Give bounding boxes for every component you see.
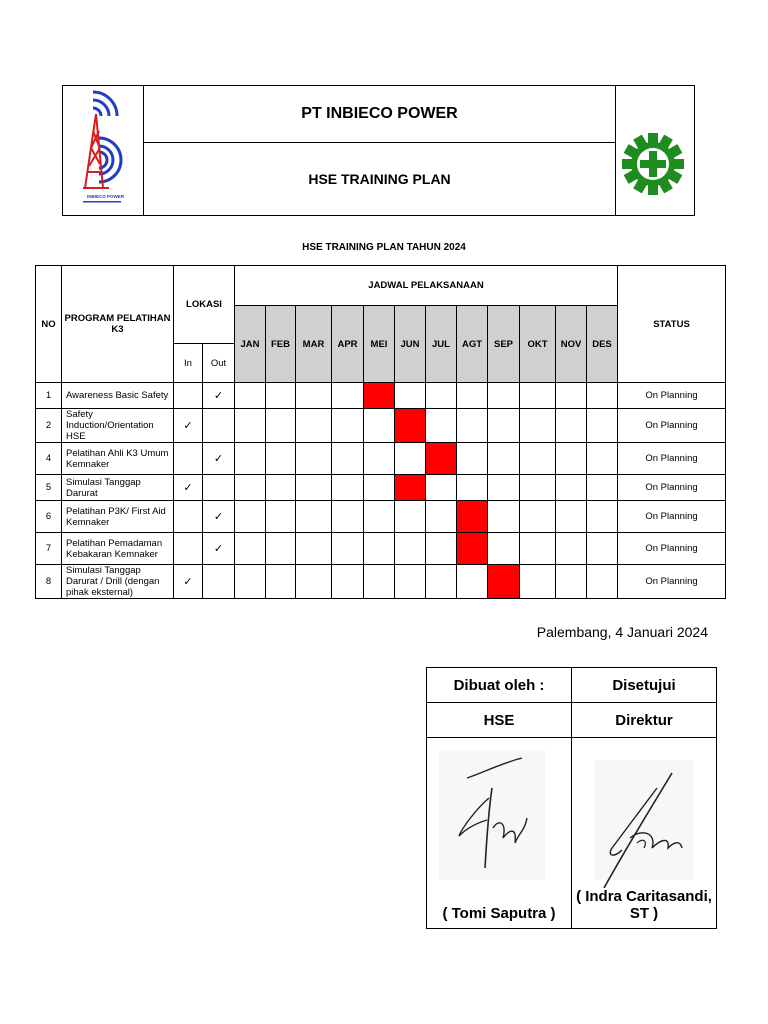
schedule-cell <box>457 409 488 443</box>
schedule-cell <box>332 533 364 565</box>
approved-by-signature-cell <box>572 738 717 929</box>
made-by-name: ( Tomi Saputra ) <box>442 905 556 922</box>
schedule-cell <box>556 533 587 565</box>
schedule-cell <box>235 409 266 443</box>
schedule-cell <box>235 501 266 533</box>
schedule-cell <box>488 501 520 533</box>
schedule-cell <box>520 565 556 599</box>
schedule-cell <box>332 501 364 533</box>
signature-direktur-image <box>582 748 702 888</box>
schedule-cell <box>266 409 296 443</box>
row-location-out <box>203 565 235 599</box>
schedule-cell <box>395 565 426 599</box>
month-header-mar: MAR <box>296 306 332 383</box>
schedule-cell <box>587 565 618 599</box>
company-logo-cell <box>63 86 144 215</box>
month-header-mei: MEI <box>364 306 395 383</box>
signature-table <box>426 667 717 929</box>
schedule-cell <box>235 383 266 409</box>
table-row <box>36 501 726 533</box>
table-row <box>36 443 726 475</box>
header-no: NO <box>36 266 62 383</box>
schedule-cell <box>364 475 395 501</box>
schedule-cell-active <box>426 443 457 475</box>
row-location-out <box>203 475 235 501</box>
schedule-cell <box>364 501 395 533</box>
schedule-cell <box>332 409 364 443</box>
schedule-cell <box>457 475 488 501</box>
schedule-cell <box>296 533 332 565</box>
document-title: HSE TRAINING PLAN <box>308 170 451 187</box>
row-program: Simulasi Tanggap Darurat <box>62 475 174 501</box>
row-status: On Planning <box>618 565 726 599</box>
month-header-feb: FEB <box>266 306 296 383</box>
approved-by-role: Direktur <box>572 703 717 738</box>
row-location-out: ✓ <box>203 443 235 475</box>
schedule-cell <box>520 383 556 409</box>
month-header-agt: AGT <box>457 306 488 383</box>
row-location-in <box>174 501 203 533</box>
schedule-cell <box>296 501 332 533</box>
schedule-cell <box>364 443 395 475</box>
company-name: PT INBIECO POWER <box>143 86 616 143</box>
schedule-cell <box>556 565 587 599</box>
schedule-cell <box>235 443 266 475</box>
schedule-cell <box>395 533 426 565</box>
schedule-cell <box>364 533 395 565</box>
schedule-cell <box>266 475 296 501</box>
header-lokasi: LOKASI <box>174 266 235 344</box>
schedule-cell <box>296 409 332 443</box>
schedule-cell <box>395 383 426 409</box>
row-location-out: ✓ <box>203 383 235 409</box>
row-number: 1 <box>36 383 62 409</box>
header-out: Out <box>203 344 235 383</box>
schedule-cell <box>587 475 618 501</box>
schedule-cell <box>266 383 296 409</box>
schedule-cell <box>235 533 266 565</box>
month-header-jan: JAN <box>235 306 266 383</box>
header-program: PROGRAM PELATIHAN K3 <box>62 266 174 383</box>
schedule-cell <box>488 533 520 565</box>
schedule-cell <box>426 475 457 501</box>
schedule-cell <box>556 443 587 475</box>
document-date: Palembang, 4 Januari 2024 <box>536 624 708 640</box>
table-row <box>36 383 726 409</box>
table-row <box>36 475 726 501</box>
row-location-in: ✓ <box>174 565 203 599</box>
row-status: On Planning <box>618 533 726 565</box>
schedule-cell <box>587 533 618 565</box>
schedule-cell <box>587 501 618 533</box>
row-program: Pelatihan Pemadaman Kebakaran Kemnaker <box>62 533 174 565</box>
row-location-in <box>174 383 203 409</box>
made-by-label: Dibuat oleh : <box>427 668 572 703</box>
schedule-cell <box>488 475 520 501</box>
table-row <box>36 533 726 565</box>
row-number: 6 <box>36 501 62 533</box>
schedule-cell <box>556 501 587 533</box>
header-status: STATUS <box>618 266 726 383</box>
row-location-out: ✓ <box>203 533 235 565</box>
schedule-cell <box>520 533 556 565</box>
schedule-cell <box>395 501 426 533</box>
schedule-cell <box>266 533 296 565</box>
schedule-cell <box>426 533 457 565</box>
schedule-cell <box>235 475 266 501</box>
schedule-cell <box>587 383 618 409</box>
schedule-cell <box>426 501 457 533</box>
header-in: In <box>174 344 203 383</box>
k3-logo-cell <box>615 86 694 215</box>
schedule-cell <box>332 383 364 409</box>
row-status: On Planning <box>618 409 726 443</box>
row-location-in: ✓ <box>174 409 203 443</box>
made-by-signature-cell <box>427 738 572 929</box>
schedule-cell <box>426 383 457 409</box>
schedule-cell <box>364 565 395 599</box>
schedule-cell <box>266 565 296 599</box>
schedule-cell <box>457 383 488 409</box>
made-by-role: HSE <box>427 703 572 738</box>
row-location-in: ✓ <box>174 475 203 501</box>
row-program: Pelatihan Ahli K3 Umum Kemnaker <box>62 443 174 475</box>
row-program: Awareness Basic Safety <box>62 383 174 409</box>
month-header-okt: OKT <box>520 306 556 383</box>
schedule-cell <box>364 409 395 443</box>
schedule-cell <box>296 443 332 475</box>
approved-by-label: Disetujui <box>572 668 717 703</box>
schedule-cell <box>488 443 520 475</box>
row-program: Safety Induction/Orientation HSE <box>62 409 174 443</box>
row-status: On Planning <box>618 443 726 475</box>
month-header-jul: JUL <box>426 306 457 383</box>
schedule-cell <box>426 409 457 443</box>
document-header <box>62 85 695 216</box>
schedule-cell-active <box>457 533 488 565</box>
approved-by-name: ( Indra Caritasandi, ST ) <box>576 888 712 922</box>
schedule-cell <box>587 443 618 475</box>
signature-hse-image <box>437 748 547 888</box>
row-location-out: ✓ <box>203 501 235 533</box>
schedule-cell-active <box>457 501 488 533</box>
schedule-cell-active <box>395 409 426 443</box>
header-jadwal: JADWAL PELAKSANAAN <box>235 266 618 306</box>
schedule-cell-active <box>488 565 520 599</box>
row-program: Simulasi Tanggap Darurat / Drill (dengan pihak eksternal) <box>62 565 174 599</box>
row-status: On Planning <box>618 383 726 409</box>
month-header-apr: APR <box>332 306 364 383</box>
k3-safety-gear-icon <box>616 86 694 215</box>
schedule-cell <box>296 475 332 501</box>
schedule-cell <box>520 409 556 443</box>
table-row <box>36 409 726 443</box>
schedule-cell <box>556 383 587 409</box>
row-program: Pelatihan P3K/ First Aid Kemnaker <box>62 501 174 533</box>
row-location-in <box>174 533 203 565</box>
month-header-des: DES <box>587 306 618 383</box>
company-logo <box>63 86 143 215</box>
schedule-cell <box>296 383 332 409</box>
schedule-cell <box>332 565 364 599</box>
row-number: 8 <box>36 565 62 599</box>
row-number: 2 <box>36 409 62 443</box>
schedule-cell-active <box>395 475 426 501</box>
training-plan-table <box>35 265 726 599</box>
schedule-cell <box>426 565 457 599</box>
row-number: 5 <box>36 475 62 501</box>
month-header-jun: JUN <box>395 306 426 383</box>
schedule-cell-active <box>364 383 395 409</box>
schedule-cell <box>457 565 488 599</box>
month-header-nov: NOV <box>556 306 587 383</box>
schedule-cell <box>488 383 520 409</box>
table-caption: HSE TRAINING PLAN TAHUN 2024 <box>302 242 466 253</box>
schedule-cell <box>520 443 556 475</box>
schedule-cell <box>556 475 587 501</box>
schedule-cell <box>235 565 266 599</box>
company-logo-text: INBIECO POWER <box>87 194 125 199</box>
schedule-cell <box>266 501 296 533</box>
schedule-cell <box>332 443 364 475</box>
schedule-cell <box>296 565 332 599</box>
row-number: 4 <box>36 443 62 475</box>
schedule-cell <box>457 443 488 475</box>
schedule-cell <box>266 443 296 475</box>
schedule-cell <box>520 475 556 501</box>
schedule-cell <box>556 409 587 443</box>
row-location-in <box>174 443 203 475</box>
schedule-cell <box>332 475 364 501</box>
row-status: On Planning <box>618 501 726 533</box>
row-number: 7 <box>36 533 62 565</box>
schedule-cell <box>520 501 556 533</box>
month-header-sep: SEP <box>488 306 520 383</box>
table-row <box>36 565 726 599</box>
schedule-cell <box>488 409 520 443</box>
row-location-out <box>203 409 235 443</box>
schedule-cell <box>587 409 618 443</box>
row-status: On Planning <box>618 475 726 501</box>
schedule-cell <box>395 443 426 475</box>
